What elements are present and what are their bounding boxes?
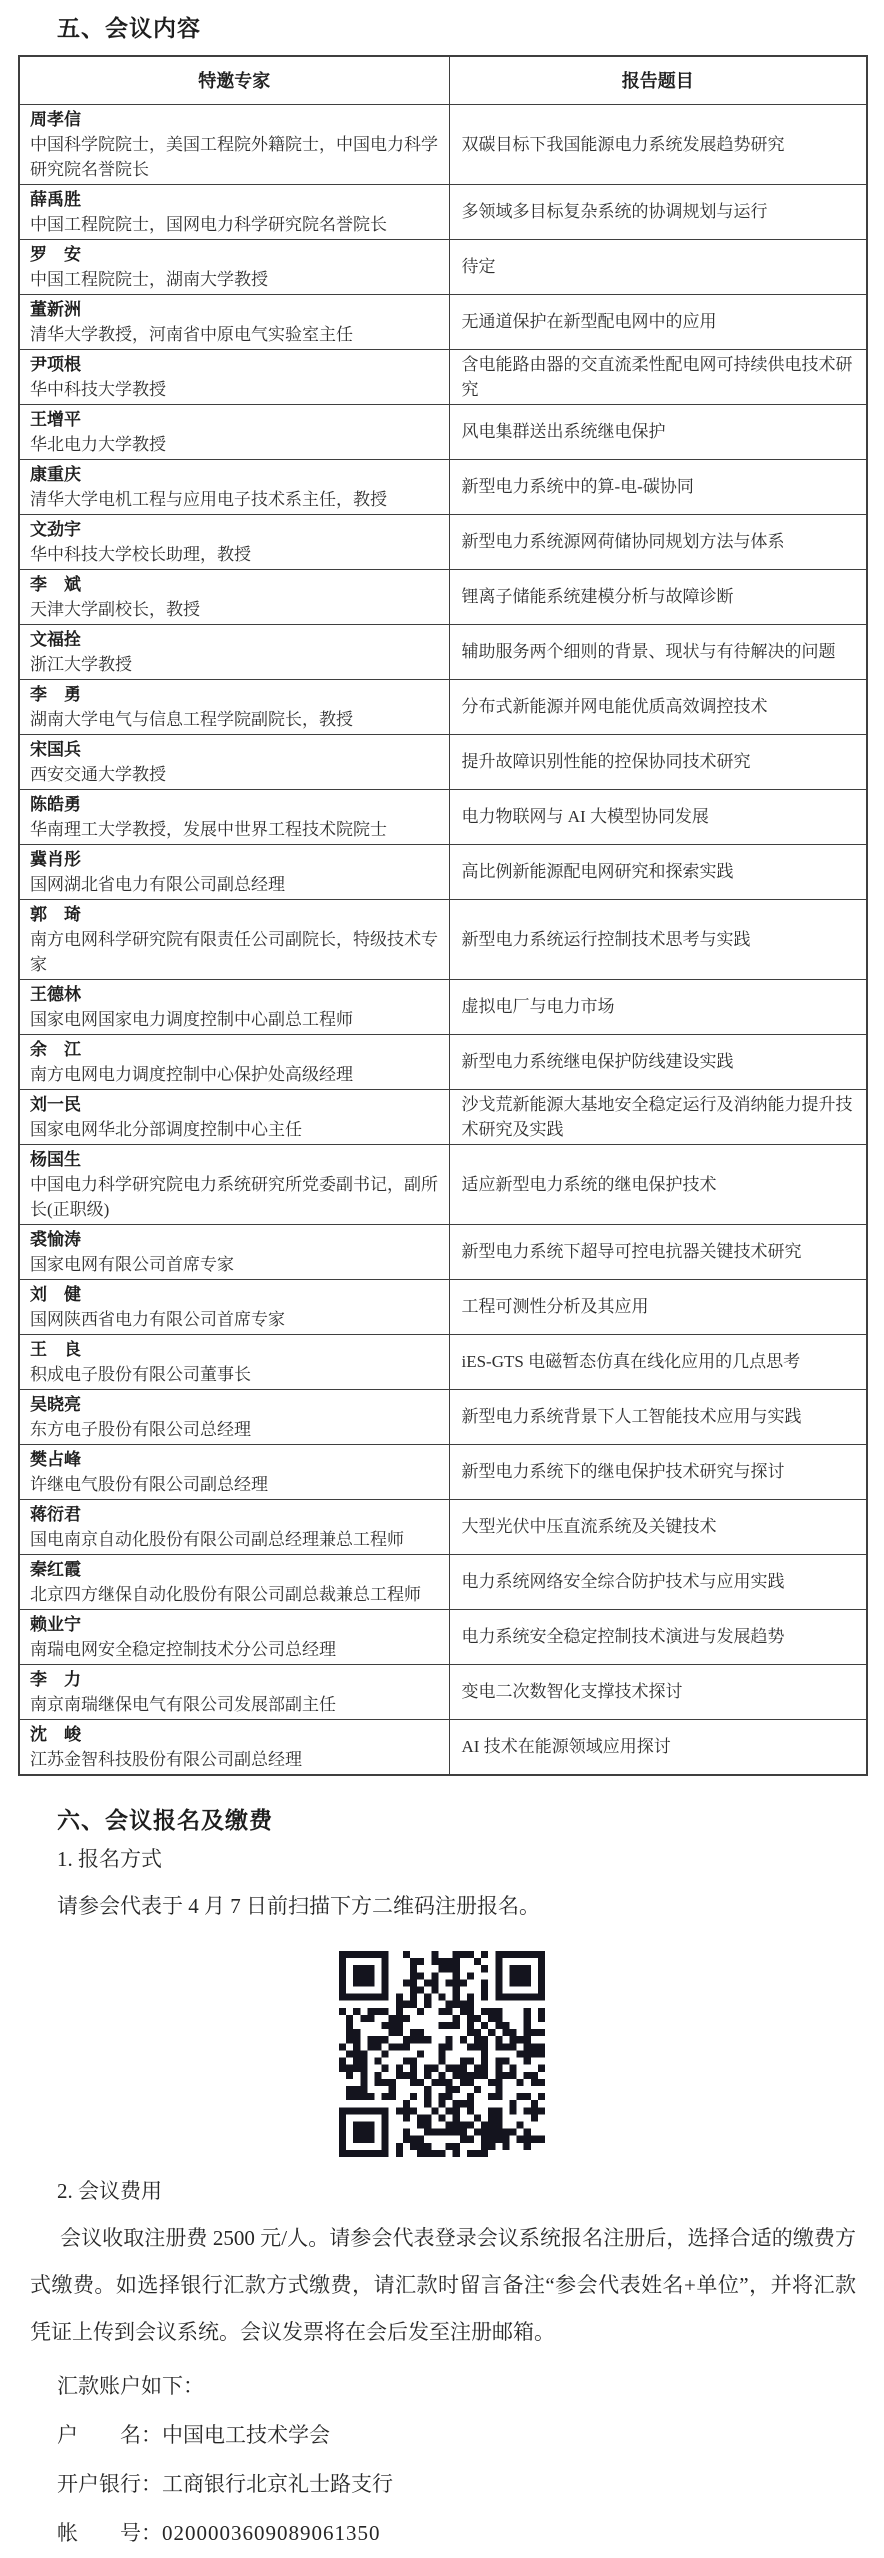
report-topic: 新型电力系统背景下人工智能技术应用与实践 <box>449 1389 867 1444</box>
report-topic: 电力物联网与 AI 大模型协同发展 <box>449 789 867 844</box>
expert-cell <box>19 1334 449 1389</box>
section-5-heading: 五、会议内容 <box>57 16 201 41</box>
expert-name: 裘愉涛 <box>30 1229 81 1249</box>
table-row <box>19 899 867 979</box>
registration-qr-code <box>339 1951 545 2157</box>
report-topic: 辅助服务两个细则的背景、现状与有待解决的问题 <box>449 624 867 679</box>
expert-cell <box>19 1224 449 1279</box>
report-topic: 提升故障识别性能的控保协同技术研究 <box>449 734 867 789</box>
expert-cell <box>19 459 449 514</box>
table-row <box>19 1089 867 1144</box>
bank-value: 工商银行北京礼士路支行 <box>162 2471 393 2496</box>
expert-name: 宋国兵 <box>30 739 81 759</box>
remittance-account-block <box>0 2362 884 2558</box>
expert-affiliation: 中国电力科学研究院电力系统研究所党委副书记，副所长(正职级) <box>30 1174 438 1219</box>
table-row <box>19 184 867 239</box>
expert-cell <box>19 104 449 184</box>
report-topic: 含电能路由器的交直流柔性配电网可持续供电技术研究 <box>449 349 867 404</box>
registration-method-title: 1. 报名方式 <box>57 1846 162 1871</box>
expert-name: 蒋衍君 <box>30 1504 81 1524</box>
expert-name: 王 良 <box>30 1339 81 1359</box>
expert-name: 冀肖彤 <box>30 849 81 869</box>
table-row <box>19 1389 867 1444</box>
expert-name: 沈 峻 <box>30 1724 81 1744</box>
account-intro: 汇款账户如下： <box>57 2373 204 2398</box>
experts-table-body <box>19 104 867 1775</box>
table-row <box>19 679 867 734</box>
expert-name: 陈皓勇 <box>30 794 81 814</box>
expert-cell <box>19 979 449 1034</box>
account-name-line <box>0 2411 884 2460</box>
expert-affiliation: 北京四方继保自动化股份有限公司副总裁兼总工程师 <box>30 1584 421 1604</box>
report-topic: 无通道保护在新型配电网中的应用 <box>449 294 867 349</box>
account-name-value: 中国电工技术学会 <box>162 2422 330 2447</box>
expert-affiliation: 许继电气股份有限公司副总经理 <box>30 1474 268 1494</box>
bank-label: 开户银行： <box>57 2471 162 2496</box>
expert-cell <box>19 184 449 239</box>
expert-affiliation: 天津大学副校长，教授 <box>30 599 200 619</box>
expert-cell <box>19 1499 449 1554</box>
table-row <box>19 1224 867 1279</box>
expert-affiliation: 南京南瑞继保电气有限公司发展部副主任 <box>30 1694 336 1714</box>
expert-cell <box>19 514 449 569</box>
expert-name: 尹项根 <box>30 354 81 374</box>
report-topic: 虚拟电厂与电力市场 <box>449 979 867 1034</box>
table-row <box>19 1444 867 1499</box>
table-row <box>19 404 867 459</box>
expert-name: 赖业宁 <box>30 1614 81 1634</box>
experts-table <box>18 55 868 1776</box>
account-number-line <box>0 2509 884 2558</box>
report-topic: 沙戈荒新能源大基地安全稳定运行及消纳能力提升技术研究及实践 <box>449 1089 867 1144</box>
bank-line <box>0 2460 884 2509</box>
table-row <box>19 1499 867 1554</box>
expert-name: 王增平 <box>30 409 81 429</box>
expert-name: 李 斌 <box>30 574 81 594</box>
report-topic: 分布式新能源并网电能优质高效调控技术 <box>449 679 867 734</box>
expert-cell <box>19 789 449 844</box>
table-row <box>19 979 867 1034</box>
expert-cell <box>19 1034 449 1089</box>
expert-cell <box>19 404 449 459</box>
report-topic: 新型电力系统继电保护防线建设实践 <box>449 1034 867 1089</box>
table-row <box>19 459 867 514</box>
expert-name: 罗 安 <box>30 244 81 264</box>
expert-cell <box>19 734 449 789</box>
table-row <box>19 1034 867 1089</box>
expert-affiliation: 江苏金智科技股份有限公司副总经理 <box>30 1749 302 1769</box>
expert-affiliation: 国家电网华北分部调度控制中心主任 <box>30 1119 302 1139</box>
expert-name: 薛禹胜 <box>30 189 81 209</box>
table-row <box>19 1719 867 1775</box>
account-name-label: 户 名： <box>57 2422 162 2447</box>
expert-cell <box>19 1144 449 1224</box>
table-row <box>19 294 867 349</box>
expert-affiliation: 清华大学电机工程与应用电子技术系主任，教授 <box>30 489 387 509</box>
report-topic: 新型电力系统下的继电保护技术研究与探讨 <box>449 1444 867 1499</box>
expert-name: 吴晓亮 <box>30 1394 81 1414</box>
expert-cell <box>19 1554 449 1609</box>
report-topic: 电力系统网络安全综合防护技术与应用实践 <box>449 1554 867 1609</box>
expert-affiliation: 清华大学教授，河南省中原电气实验室主任 <box>30 324 353 344</box>
table-row <box>19 1144 867 1224</box>
expert-name: 董新洲 <box>30 299 81 319</box>
expert-name: 李 勇 <box>30 684 81 704</box>
expert-name: 康重庆 <box>30 464 81 484</box>
expert-affiliation: 浙江大学教授 <box>30 654 132 674</box>
report-topic: iES-GTS 电磁暂态仿真在线化应用的几点思考 <box>449 1334 867 1389</box>
expert-affiliation: 东方电子股份有限公司总经理 <box>30 1419 251 1439</box>
expert-cell <box>19 349 449 404</box>
expert-cell <box>19 239 449 294</box>
expert-cell <box>19 844 449 899</box>
expert-cell <box>19 569 449 624</box>
expert-name: 樊占峰 <box>30 1449 81 1469</box>
expert-name: 秦红霞 <box>30 1559 81 1579</box>
expert-name: 郭 琦 <box>30 904 81 924</box>
conference-fee-text: 会议收取注册费 2500 元/人。请参会代表登录会议系统报名注册后，选择合适的缴费方式缴费。如选择银行汇款方式缴费，请汇款时留言备注“参会代表姓名+单位”，并将汇款凭证上传到会议系统。会议发票将在会后发至注册邮箱。 <box>30 2225 856 2344</box>
table-row <box>19 734 867 789</box>
table-row <box>19 624 867 679</box>
report-topic: 大型光伏中压直流系统及关键技术 <box>449 1499 867 1554</box>
registration-method-text: 请参会代表于 4 月 7 日前扫描下方二维码注册报名。 <box>57 1893 540 1918</box>
expert-affiliation: 国网湖北省电力有限公司副总经理 <box>30 874 285 894</box>
table-row <box>19 239 867 294</box>
expert-name: 余 江 <box>30 1039 81 1059</box>
table-row <box>19 1334 867 1389</box>
table-row <box>19 789 867 844</box>
section-6-heading: 六、会议报名及缴费 <box>57 1807 273 1833</box>
expert-cell <box>19 1609 449 1664</box>
report-topic: 新型电力系统中的算-电-碳协同 <box>449 459 867 514</box>
expert-cell <box>19 899 449 979</box>
expert-affiliation: 华中科技大学教授 <box>30 379 166 399</box>
expert-affiliation: 中国工程院院士，国网电力科学研究院名誉院长 <box>30 214 387 234</box>
expert-affiliation: 中国科学院院士，美国工程院外籍院士，中国电力科学研究院名誉院长 <box>30 134 438 179</box>
expert-affiliation: 国网陕西省电力有限公司首席专家 <box>30 1309 285 1329</box>
expert-cell <box>19 1389 449 1444</box>
expert-name: 文劲宇 <box>30 519 81 539</box>
expert-cell <box>19 1444 449 1499</box>
conference-fee-title: 2. 会议费用 <box>57 2178 162 2203</box>
expert-name: 刘一民 <box>30 1094 81 1114</box>
expert-cell <box>19 679 449 734</box>
table-row <box>19 1279 867 1334</box>
expert-affiliation: 华北电力大学教授 <box>30 434 166 454</box>
report-topic: AI 技术在能源领域应用探讨 <box>449 1719 867 1775</box>
expert-name: 文福拴 <box>30 629 81 649</box>
report-topic: 风电集群送出系统继电保护 <box>449 404 867 459</box>
qr-code-image <box>339 1951 545 2157</box>
table-row <box>19 569 867 624</box>
expert-name: 周孝信 <box>30 109 81 129</box>
expert-affiliation: 国家电网国家电力调度控制中心副总工程师 <box>30 1009 353 1029</box>
expert-affiliation: 国电南京自动化股份有限公司副总经理兼总工程师 <box>30 1529 404 1549</box>
table-row <box>19 514 867 569</box>
expert-affiliation: 南瑞电网安全稳定控制技术分公司总经理 <box>30 1639 336 1659</box>
expert-cell <box>19 1279 449 1334</box>
table-row <box>19 349 867 404</box>
report-topic: 适应新型电力系统的继电保护技术 <box>449 1144 867 1224</box>
table-row <box>19 1664 867 1719</box>
expert-affiliation: 中国工程院院士，湖南大学教授 <box>30 269 268 289</box>
column-header-topics: 报告题目 <box>449 56 867 104</box>
table-row <box>19 844 867 899</box>
expert-affiliation: 华南理工大学教授，发展中世界工程技术院院士 <box>30 819 387 839</box>
report-topic: 高比例新能源配电网研究和探索实践 <box>449 844 867 899</box>
expert-affiliation: 国家电网有限公司首席专家 <box>30 1254 234 1274</box>
expert-cell <box>19 1719 449 1775</box>
expert-affiliation: 湖南大学电气与信息工程学院副院长，教授 <box>30 709 353 729</box>
account-number-label: 帐 号： <box>57 2520 162 2545</box>
expert-affiliation: 积成电子股份有限公司董事长 <box>30 1364 251 1384</box>
table-row <box>19 104 867 184</box>
expert-name: 王德林 <box>30 984 81 1004</box>
report-topic: 新型电力系统下超导可控电抗器关键技术研究 <box>449 1224 867 1279</box>
column-header-experts: 特邀专家 <box>19 56 449 104</box>
report-topic: 变电二次数智化支撑技术探讨 <box>449 1664 867 1719</box>
report-topic: 新型电力系统源网荷储协同规划方法与体系 <box>449 514 867 569</box>
expert-affiliation: 南方电网电力调度控制中心保护处高级经理 <box>30 1064 353 1084</box>
report-topic: 待定 <box>449 239 867 294</box>
report-topic: 电力系统安全稳定控制技术演进与发展趋势 <box>449 1609 867 1664</box>
expert-affiliation: 西安交通大学教授 <box>30 764 166 784</box>
expert-affiliation: 华中科技大学校长助理，教授 <box>30 544 251 564</box>
expert-name: 李 力 <box>30 1669 81 1689</box>
table-row <box>19 1554 867 1609</box>
expert-affiliation: 南方电网科学研究院有限责任公司副院长，特级技术专家 <box>30 929 438 974</box>
report-topic: 双碳目标下我国能源电力系统发展趋势研究 <box>449 104 867 184</box>
account-number-value: 0200003609089061350 <box>162 2520 381 2545</box>
report-topic: 多领域多目标复杂系统的协调规划与运行 <box>449 184 867 239</box>
expert-cell <box>19 1664 449 1719</box>
expert-cell <box>19 624 449 679</box>
expert-cell <box>19 1089 449 1144</box>
table-row <box>19 1609 867 1664</box>
expert-name: 杨国生 <box>30 1149 81 1169</box>
report-topic: 锂离子储能系统建模分析与故障诊断 <box>449 569 867 624</box>
expert-name: 刘 健 <box>30 1284 81 1304</box>
report-topic: 工程可测性分析及其应用 <box>449 1279 867 1334</box>
report-topic: 新型电力系统运行控制技术思考与实践 <box>449 899 867 979</box>
table-header-row <box>19 56 867 104</box>
expert-cell <box>19 294 449 349</box>
